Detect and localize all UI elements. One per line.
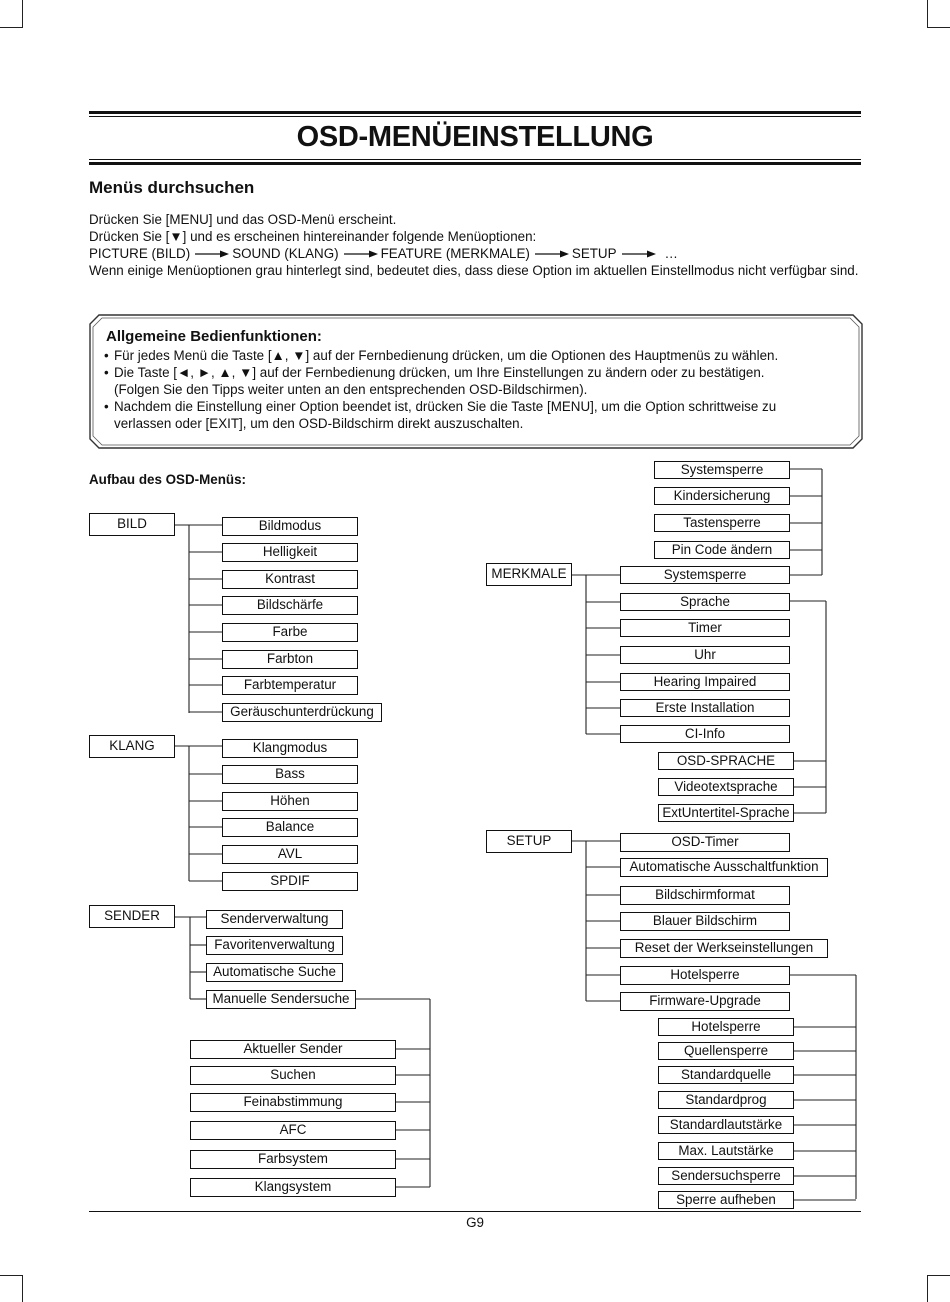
setup-item: Bildschirmformat	[620, 886, 790, 905]
lock-item: Pin Code ändern	[654, 541, 790, 559]
lock-item: Kindersicherung	[654, 487, 790, 505]
section-heading: Menüs durchsuchen	[89, 178, 255, 197]
bild-item: Bildschärfe	[222, 596, 358, 615]
manual-search-item: Feinabstimmung	[190, 1093, 396, 1112]
menu-setup: SETUP	[486, 830, 572, 853]
setup-item: OSD-Timer	[620, 833, 790, 852]
flow-step: SETUP	[571, 246, 617, 261]
klang-item: AVL	[222, 845, 358, 864]
lock-item: Tastensperre	[654, 514, 790, 532]
merkmale-item: Erste Installation	[620, 699, 790, 717]
klang-item: Höhen	[222, 792, 358, 811]
manual-search-item: Farbsystem	[190, 1150, 396, 1169]
bullet-2-text: Die Taste [◄, ►, ▲, ▼] auf der Fernbedienung drücken, um Ihre Einstellungen zu ändern oder zu bestätigen.	[114, 365, 765, 380]
hotel-item: Sendersuchsperre	[658, 1167, 794, 1185]
manual-search-item: Klangsystem	[190, 1178, 396, 1197]
setup-item: Reset der Werkseinstellungen	[620, 939, 828, 958]
language-item: ExtUntertitel-Sprache	[658, 804, 794, 822]
setup-item: Firmware-Upgrade	[620, 992, 790, 1011]
klang-item: Bass	[222, 765, 358, 784]
hotel-item: Standardquelle	[658, 1066, 794, 1084]
intro-line-2: Drücken Sie [▼] und es erscheinen hintereinander folgende Menüoptionen:	[89, 229, 537, 244]
bullet-1: • Für jedes Menü die Taste [▲, ▼] auf der Fernbedienung drücken, um die Optionen des Hauptmenüs zu wählen.	[104, 348, 779, 363]
language-item: Videotextsprache	[658, 778, 794, 796]
setup-item: Blauer Bildschirm	[620, 912, 790, 931]
setup-item: Hotelsperre	[620, 966, 790, 985]
menu-merkmale: MERKMALE	[486, 563, 572, 586]
klang-item: Klangmodus	[222, 739, 358, 758]
merkmale-item: Sprache	[620, 593, 790, 611]
page-title: OSD-MENÜEINSTELLUNG	[296, 121, 654, 153]
bullet-2-cont: (Folgen Sie den Tipps weiter unten an den entsprechenden OSD-Bildschirmen).	[114, 382, 588, 397]
bild-item: Farbe	[222, 623, 358, 642]
bullet-1-text: Für jedes Menü die Taste [▲, ▼] auf der Fernbedienung drücken, um die Optionen des Hauptmenüs zu wählen.	[114, 348, 779, 363]
bild-item: Farbtemperatur	[222, 676, 358, 695]
structure-label: Aufbau des OSD-Menüs:	[89, 472, 246, 487]
sender-item: Senderverwaltung	[206, 910, 343, 929]
flow-step: FEATURE (MERKMALE)	[380, 246, 530, 261]
menu-bild: BILD	[89, 513, 175, 536]
bullet-2: • Die Taste [◄, ►, ▲, ▼] auf der Fernbedienung drücken, um Ihre Einstellungen zu ändern oder zu bestätigen.	[104, 365, 765, 380]
hotel-item: Hotelsperre	[658, 1018, 794, 1036]
lock-item: Systemsperre	[654, 461, 790, 479]
hotel-item: Max. Lautstärke	[658, 1142, 794, 1160]
flow-step: SOUND (KLANG)	[232, 246, 339, 261]
bullet-3-text: Nachdem die Einstellung einer Option beendet ist, drücken Sie die Taste [MENU], um die Option schrittweise zu	[114, 399, 777, 414]
bullet-3: • Nachdem die Einstellung einer Option beendet ist, drücken Sie die Taste [MENU], um die Option schrittweise zu	[104, 399, 777, 414]
manual-search-item: Aktueller Sender	[190, 1040, 396, 1059]
merkmale-item: Systemsperre	[620, 566, 790, 584]
sender-item: Manuelle Sendersuche	[206, 990, 356, 1009]
merkmale-item: Uhr	[620, 646, 790, 664]
intro-note: Wenn einige Menüoptionen grau hinterlegt sind, bedeutet dies, dass diese Option im aktuellen Einstellmodus nicht verfügbar sind.	[89, 263, 859, 278]
hotel-item: Standardprog	[658, 1091, 794, 1109]
menu-klang: KLANG	[89, 735, 175, 758]
merkmale-item: CI-Info	[620, 725, 790, 743]
manual-search-item: Suchen	[190, 1066, 396, 1085]
merkmale-item: Hearing Impaired	[620, 673, 790, 691]
sender-item: Automatische Suche	[206, 963, 343, 982]
menu-sender: SENDER	[89, 905, 175, 928]
bild-item: Bildmodus	[222, 517, 358, 536]
hotel-item: Standardlautstärke	[658, 1116, 794, 1134]
bullet-3-cont: verlassen oder [EXIT], um den OSD-Bildschirm direkt auszuschalten.	[114, 416, 524, 431]
setup-item: Automatische Ausschaltfunktion	[620, 858, 828, 877]
klang-item: Balance	[222, 818, 358, 837]
bild-item: Farbton	[222, 650, 358, 669]
intro-line-1: Drücken Sie [MENU] und das OSD-Menü erscheint.	[89, 212, 397, 227]
bild-item: Kontrast	[222, 570, 358, 589]
merkmale-item: Timer	[620, 619, 790, 637]
box-heading: Allgemeine Bedienfunktionen:	[106, 328, 322, 345]
language-item: OSD-SPRACHE	[658, 752, 794, 770]
flow-step: PICTURE (BILD)	[89, 246, 191, 261]
klang-item: SPDIF	[222, 872, 358, 891]
hotel-item: Quellensperre	[658, 1042, 794, 1060]
footer-rule	[89, 1211, 861, 1212]
page-number: G9	[466, 1215, 484, 1230]
flow-step: …	[664, 246, 678, 261]
bild-item: Helligkeit	[222, 543, 358, 562]
hotel-item: Sperre aufheben	[658, 1191, 794, 1209]
manual-search-item: AFC	[190, 1121, 396, 1140]
sender-item: Favoritenverwaltung	[206, 936, 343, 955]
bild-item: Geräuschunterdrückung	[222, 703, 382, 722]
